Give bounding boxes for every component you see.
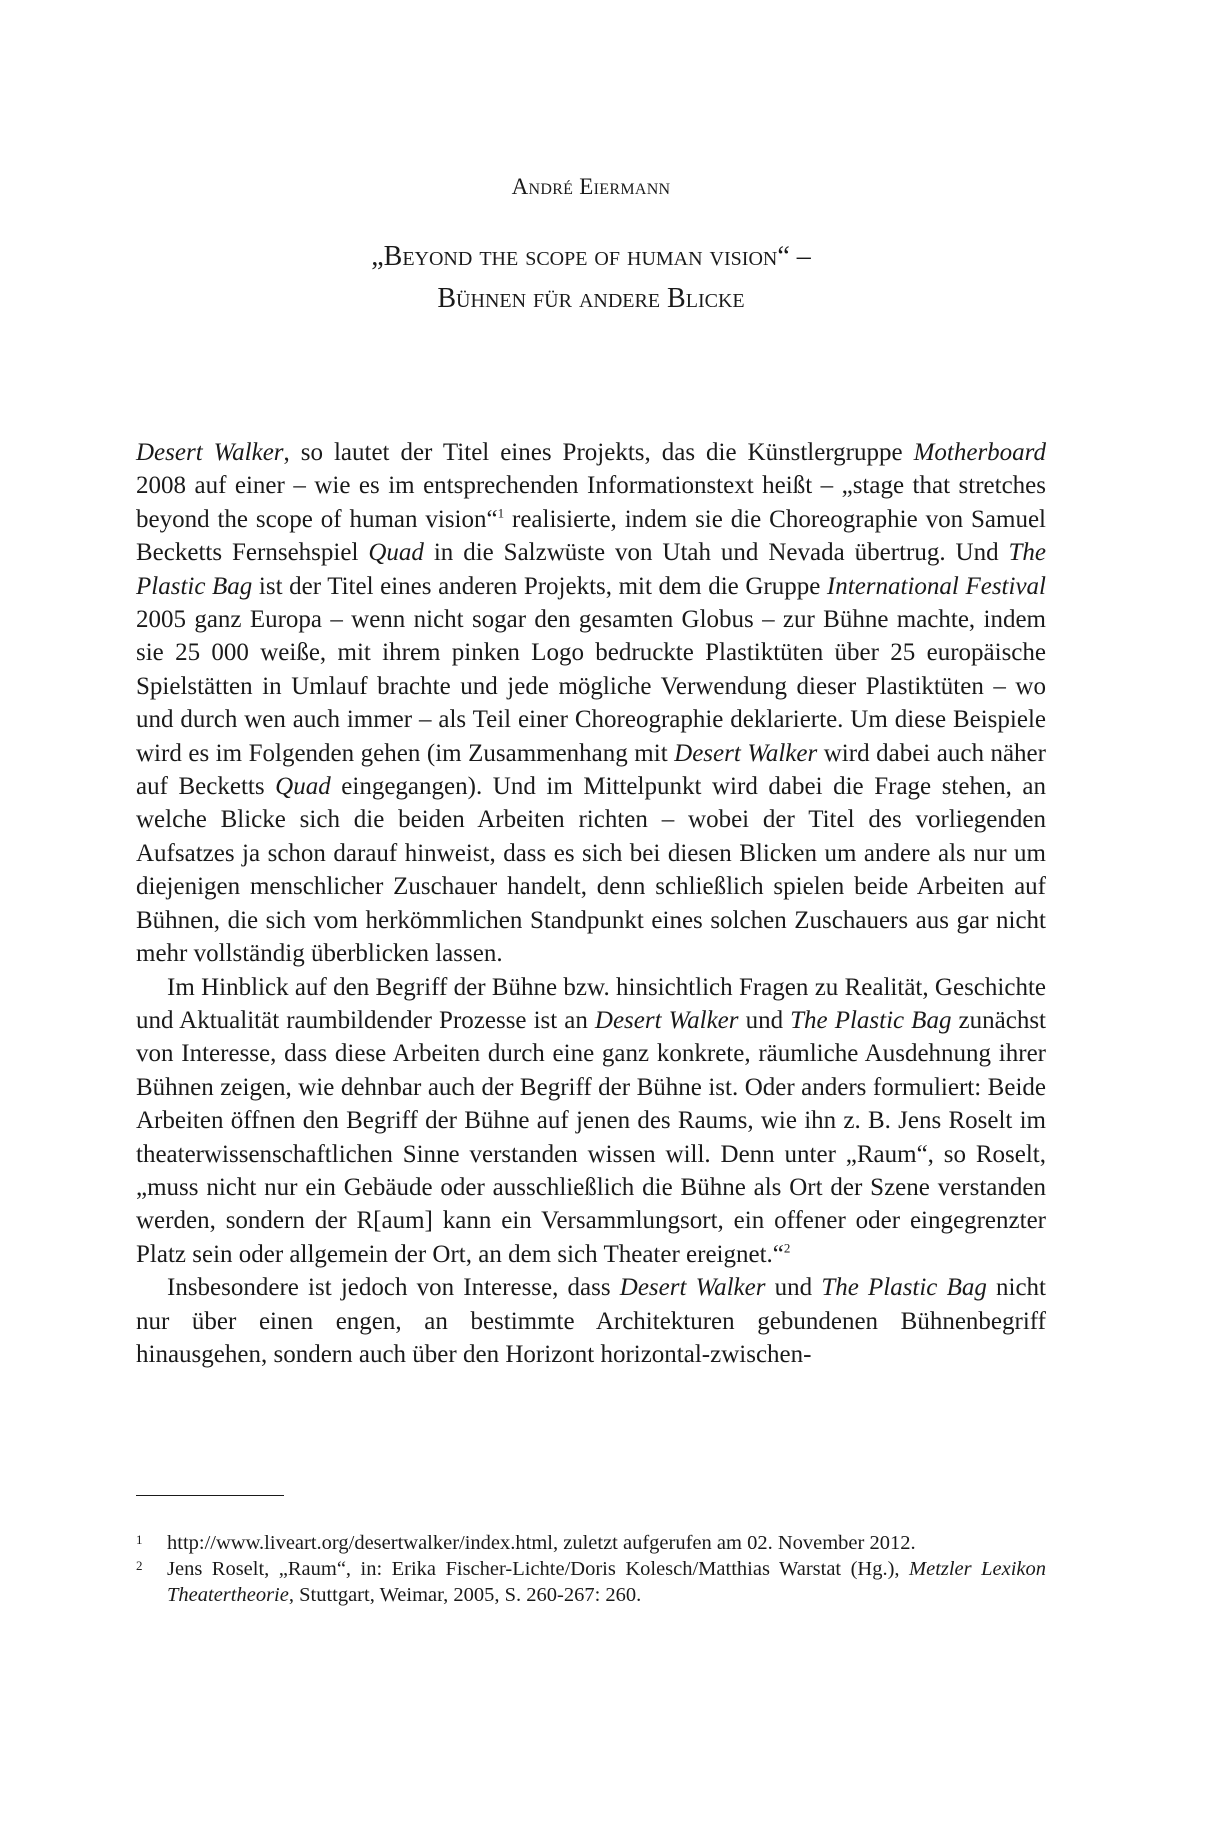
footnote-number: 1 [136,1532,143,1547]
text-span: 2005 ganz Europa – wenn nicht sogar den gesamten Globus – zur Bühne machte, indem sie 25 000 weiße, mit ihrem pinken Logo bedruckte Plastiktüten über 25 europäische Spielstätten in Umlauf brachte und jede mögliche Verwendung dieser Plastiktüten – wo und durch wen auch immer – als Teil einer Choreographie deklarierte. Um diese Beispiele wird es im Folgenden gehen (im Zusammenhang mit [136,606,1046,767]
paragraph-1 [136,436,1046,971]
text-span: und [738,1006,791,1034]
author-name: André Eiermann [511,174,671,199]
footnote-ref-1: 1 [497,505,505,521]
work-title: The Plastic Bag [821,1274,987,1302]
text-span: nicht nur über einen engen, an bestimmte Architekturen gebundenen Bühnenbegriff hinausgehen, sondern auch über den Horizont horizontal-zwischen- [136,1274,1046,1368]
text-span: Insbesondere ist jedoch von Interesse, dass [167,1274,620,1302]
text-span: realisierte, indem sie die Choreographie von Samuel Becketts Fernsehspiel [136,505,1046,567]
work-title: Desert Walker [594,1006,739,1034]
footnote-1 [136,1530,1046,1556]
work-title: Quad [368,539,424,567]
chapter-title-line-2: Bühnen für andere Blicke [437,283,745,314]
text-span: 2008 auf einer – wie es im entsprechenden Informationstext heißt – „stage that stretches beyond the scope of human vision“ [136,472,1046,533]
work-title: Desert Walker [619,1274,766,1302]
paragraph-3 [136,1271,1046,1371]
work-title: Desert Walker [136,439,284,466]
group-name: International Festival [826,572,1046,600]
text-span: , Stuttgart, Weimar, 2005, S. 260-267: 260. [288,1584,642,1606]
book-title: Metzler Lexikon Theatertheorie [167,1558,1046,1606]
footnote-ref-2: 2 [783,1240,791,1256]
chapter-title [136,236,1046,320]
text-span: Im Hinblick auf den Begriff der Bühne bzw. hinsichtlich Fragen zu Realität, Geschichte und Aktualität raumbildender Prozesse ist an [136,973,1046,1034]
body-text [136,436,1046,1371]
footnote-separator [136,1495,284,1496]
text-span: in die Salzwüste von Utah und Nevada übertrug. Und [423,539,1009,567]
work-title: Quad [275,773,331,801]
text-span: und [765,1274,822,1302]
footnote-2 [136,1556,1046,1608]
text-span: eingegangen). Und im Mittelpunkt wird dabei die Frage stehen, an welche Blicke sich die beiden Arbeiten richten – wobei der Titel des vorliegenden Aufsatzes ja schon darauf hinweist, dass es sich bei diesen Blicken um andere als nur um diejenigen menschlicher Zuschauer handelt, denn schließlich spielen beide Arbeiten auf Bühnen, die sich vom herkömmlichen Standpunkt eines solchen Zuschauers aus gar nicht mehr vollständig überblicken lassen. [136,773,1046,968]
footnote-text: http://www.liveart.org/desertwalker/index.html, zuletzt aufgerufen am 02. November 2012. [167,1532,916,1554]
chapter-title-line-1: „Beyond the scope of human vision“ – [371,241,811,272]
group-name: Motherboard [913,439,1046,466]
text-span: , so lautet der Titel eines Projekts, das die Künstlergruppe [283,439,914,466]
paragraph-2 [136,971,1046,1272]
work-title: Desert Walker [674,739,818,767]
footnote-text [167,1556,1046,1608]
text-span: Jens Roselt, „Raum“, in: Erika Fischer-Lichte/Doris Kolesch/Matthias Warstat (Hg.), [167,1558,910,1580]
text-span: zunächst von Interesse, dass diese Arbeiten durch eine ganz konkrete, räumliche Ausdehnung ihrer Bühnen zeigen, wie dehnbar auch der Begriff der Bühne ist. Oder anders formuliert: Beide Arbeiten öffnen den Begriff der Bühne auf jenen des Raums, wie ihn z. B. Jens Roselt im theaterwissenschaftlichen Sinne verstanden wissen will. Denn unter „Raum“, so Roselt, „muss nicht nur ein Gebäude oder ausschließlich die Bühne als Ort der Szene verstanden werden, sondern der R[aum] kann ein Versammlungsort, ein offener oder eingegrenzter Platz sein oder allgemein der Ort, an dem sich Theater ereignet.“ [136,1006,1046,1268]
text-span: ist der Titel eines anderen Projekts, mit dem die Gruppe [252,572,827,600]
book-page [136,0,1046,1833]
work-title: The Plastic Bag [136,539,1047,600]
work-title: The Plastic Bag [790,1006,952,1034]
footnotes [136,1530,1046,1608]
text-span: wird dabei auch näher auf Becketts [136,739,1046,801]
footnote-number: 2 [136,1558,143,1573]
